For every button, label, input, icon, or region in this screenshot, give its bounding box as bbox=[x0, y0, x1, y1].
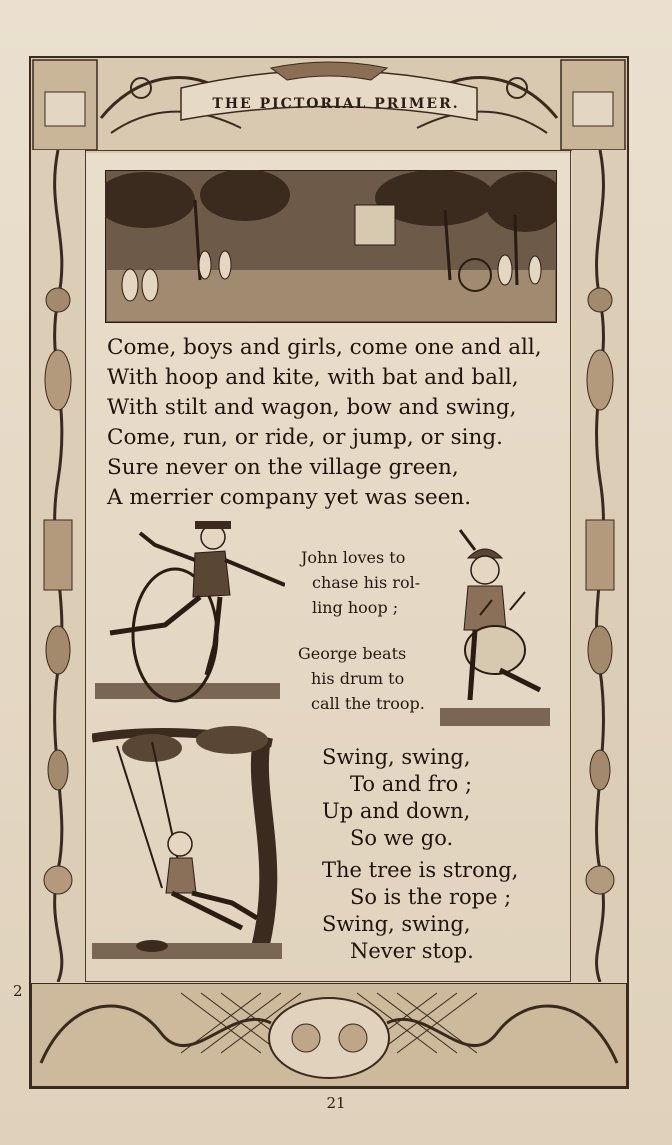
boy-with-drum-engraving bbox=[440, 520, 560, 735]
caption-line: call the troop. bbox=[311, 694, 425, 713]
george-caption bbox=[298, 641, 425, 716]
swing-line: Swing, swing, bbox=[322, 745, 471, 769]
swing-line: To and fro ; bbox=[350, 772, 473, 796]
opening-verse bbox=[107, 333, 567, 513]
caption-line: ling hoop ; bbox=[312, 598, 399, 617]
side-page-number: 2 bbox=[13, 982, 23, 1000]
swing-line: Never stop. bbox=[350, 939, 474, 963]
caption-line: John loves to bbox=[301, 548, 406, 567]
verse-line: With hoop and kite, with bat and ball, bbox=[107, 365, 519, 390]
boy-with-hoop-engraving bbox=[95, 515, 285, 710]
boy-on-swing-engraving bbox=[92, 718, 292, 970]
verse-line: A merrier company yet was seen. bbox=[107, 485, 472, 510]
caption-line: George beats bbox=[298, 644, 407, 663]
swing-line: Swing, swing, bbox=[322, 912, 471, 936]
caption-line: his drum to bbox=[311, 669, 405, 688]
verse-line: Sure never on the village green, bbox=[107, 455, 459, 480]
swing-line: So is the rope ; bbox=[350, 885, 512, 909]
swing-verse bbox=[322, 744, 518, 965]
verse-line: With stilt and wagon, bow and swing, bbox=[107, 395, 517, 420]
caption-line: chase his rol- bbox=[312, 573, 421, 592]
swing-line: The tree is strong, bbox=[322, 858, 519, 882]
page-number: 21 bbox=[326, 1094, 346, 1112]
verse-line: Come, run, or ride, or jump, or sing. bbox=[107, 425, 503, 450]
swing-line: So we go. bbox=[350, 826, 454, 850]
playground-vignette-engraving bbox=[105, 170, 557, 323]
swing-line: Up and down, bbox=[322, 799, 471, 823]
john-caption bbox=[301, 545, 420, 620]
verse-line: Come, boys and girls, come one and all, bbox=[107, 335, 542, 360]
running-title: THE PICTORIAL PRIMER. bbox=[212, 96, 460, 112]
